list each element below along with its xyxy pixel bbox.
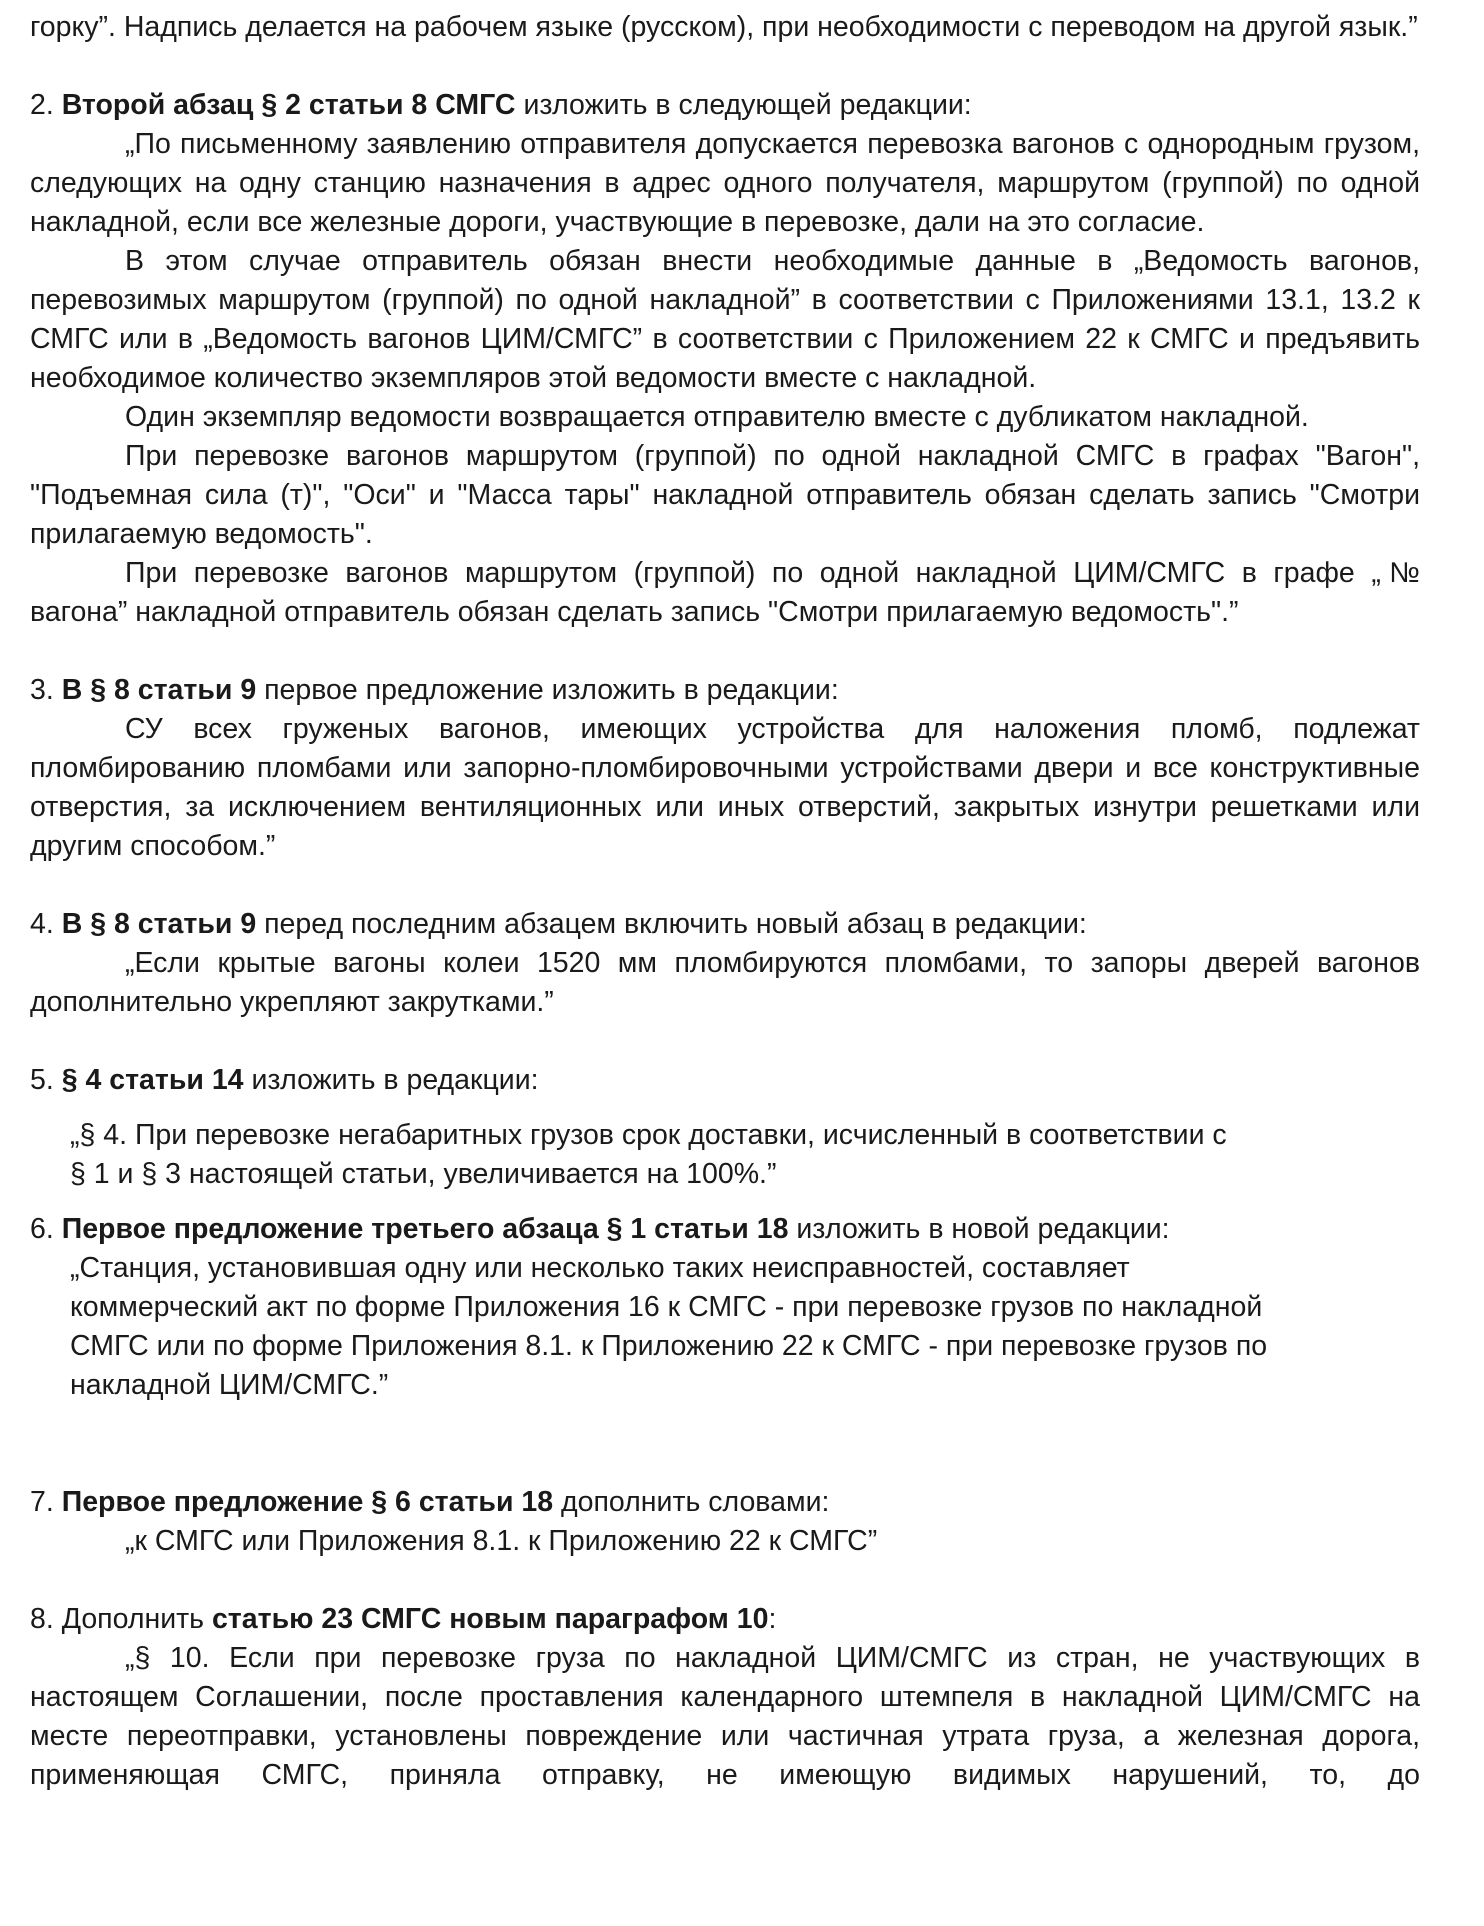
item-6-line-2: коммерческий акт по форме Приложения 16 к СМГС - при перевозке грузов по накладной (70, 1291, 1263, 1323)
item-bold-ref: В § 8 статьи 9 (61, 674, 257, 706)
item-2-paragraph-2: В этом случае отправитель обязан внести необходимые данные в „Ведомость вагонов, перевозимых маршрутом (группой) по одной накладной” в соответствии с Приложениями 13.1, 13.2 к СМГС или в „Ведомость вагонов ЦИМ/СМГС” в соответствии с Приложением 22 к СМГС и предъявить необходимое количество экземпляров этой ведомости вместе с накладной. (30, 245, 1420, 394)
item-bold-ref: статью 23 СМГС новым параграфом 10 (211, 1603, 769, 1635)
item-2-paragraph-5: При перевозке вагонов маршрутом (группой) по одной накладной ЦИМ/СМГС в графе „№ вагона” накладной отправитель обязан сделать запись "Смотри прилагаемую ведомость".” (30, 557, 1420, 628)
item-5-heading (30, 1061, 1420, 1100)
item-instruction: изложить в следующей редакции: (523, 89, 972, 121)
item-6-line-1: „Станция, установившая одну или несколько таких неисправностей, составляет (70, 1252, 1130, 1284)
document-page (30, 8, 1420, 1795)
item-instruction: изложить в редакции: (251, 1064, 539, 1096)
item-6-line-4: накладной ЦИМ/СМГС.” (70, 1369, 389, 1401)
spacer (30, 632, 1420, 671)
item-instruction-post: : (768, 1603, 777, 1635)
item-bold-ref: Второй абзац § 2 статьи 8 СМГС (61, 89, 516, 121)
item-instruction: первое предложение изложить в редакции: (264, 674, 839, 706)
spacer (30, 866, 1420, 905)
item-5-line-2: § 1 и § 3 настоящей статьи, увеличивается на 100%.” (70, 1158, 777, 1190)
item-number: 6. (30, 1213, 54, 1245)
item-8-paragraph: „§ 10. Если при перевозке груза по накладной ЦИМ/СМГС из стран, не участвующих в настоящем Соглашении, после проставления календарного штемпеля в накладной ЦИМ/СМГС на месте переотправки, установлены повреждение или частичная утрата груза, а железная дорога, применяющая СМГС, приняла отправку, не имеющую видимых нарушений, то, до (30, 1642, 1420, 1791)
item-number: 5. (30, 1064, 54, 1096)
item-4-paragraph: „Если крытые вагоны колеи 1520 мм пломбируются пломбами, то запоры дверей вагонов дополнительно укрепляют закрутками.” (30, 947, 1420, 1018)
item-2-paragraph-3: Один экземпляр ведомости возвращается отправителю вместе с дубликатом накладной. (125, 401, 1309, 433)
item-3-paragraph: СУ всех груженых вагонов, имеющих устройства для наложения пломб, подлежат пломбированию пломбами или запорно-пломбировочными устройствами двери и все конструктивные отверстия, за исключением вентиляционных или иных отверстий, закрытых изнутри решетками или другим способом.” (30, 713, 1420, 862)
item-6-line-3: СМГС или по форме Приложения 8.1. к Приложению 22 к СМГС - при перевозке грузов по (70, 1330, 1268, 1362)
item-2-paragraph-4: При перевозке вагонов маршрутом (группой) по одной накладной СМГС в графах "Вагон", "Подъемная сила (т)", "Оси" и "Масса тары" накладной отправитель обязан сделать запись "Смотри прилагаемую ведомость". (30, 440, 1420, 550)
item-instruction-pre: Дополнить (61, 1603, 205, 1635)
item-instruction: дополнить словами: (561, 1486, 830, 1518)
item-4-heading (30, 905, 1420, 944)
item-3-heading (30, 671, 1420, 710)
item-7-paragraph: „к СМГС или Приложения 8.1. к Приложению 22 к СМГС” (125, 1525, 878, 1557)
item-number: 8. (30, 1603, 54, 1635)
item-instruction: перед последним абзацем включить новый абзац в редакции: (264, 908, 1087, 940)
spacer (30, 1405, 1420, 1444)
item-number: 3. (30, 674, 54, 706)
item-8-heading (30, 1600, 1420, 1639)
item-2-paragraph-1: „По письменному заявлению отправителя допускается перевозка вагонов с однородным грузом, следующих на одну станцию назначения в адрес одного получателя, маршрутом (группой) по одной накладной, если все железные дороги, участвующие в перевозке, дали на это согласие. (30, 128, 1420, 238)
spacer (30, 1194, 1420, 1210)
item-7-heading (30, 1483, 1420, 1522)
item-bold-ref: § 4 статьи 14 (61, 1064, 244, 1096)
item-number: 4. (30, 908, 54, 940)
item-5-line-1: „§ 4. При перевозке негабаритных грузов срок доставки, исчисленный в соответствии с (70, 1119, 1227, 1151)
item-bold-ref: Первое предложение § 6 статьи 18 (61, 1486, 554, 1518)
continuation-paragraph: горку”. Надпись делается на рабочем языке (русском), при необходимости с переводом на другой язык.” (30, 11, 1418, 43)
item-bold-ref: Первое предложение третьего абзаца § 1 статьи 18 (61, 1213, 789, 1245)
spacer (30, 1561, 1420, 1600)
spacer (30, 1100, 1420, 1116)
item-instruction: изложить в новой редакции: (796, 1213, 1170, 1245)
item-number: 2. (30, 89, 54, 121)
item-6-heading (30, 1210, 1420, 1249)
item-bold-ref: В § 8 статьи 9 (61, 908, 257, 940)
spacer (30, 47, 1420, 86)
item-2-heading (30, 86, 1420, 125)
item-number: 7. (30, 1486, 54, 1518)
spacer (30, 1444, 1420, 1483)
spacer (30, 1022, 1420, 1061)
